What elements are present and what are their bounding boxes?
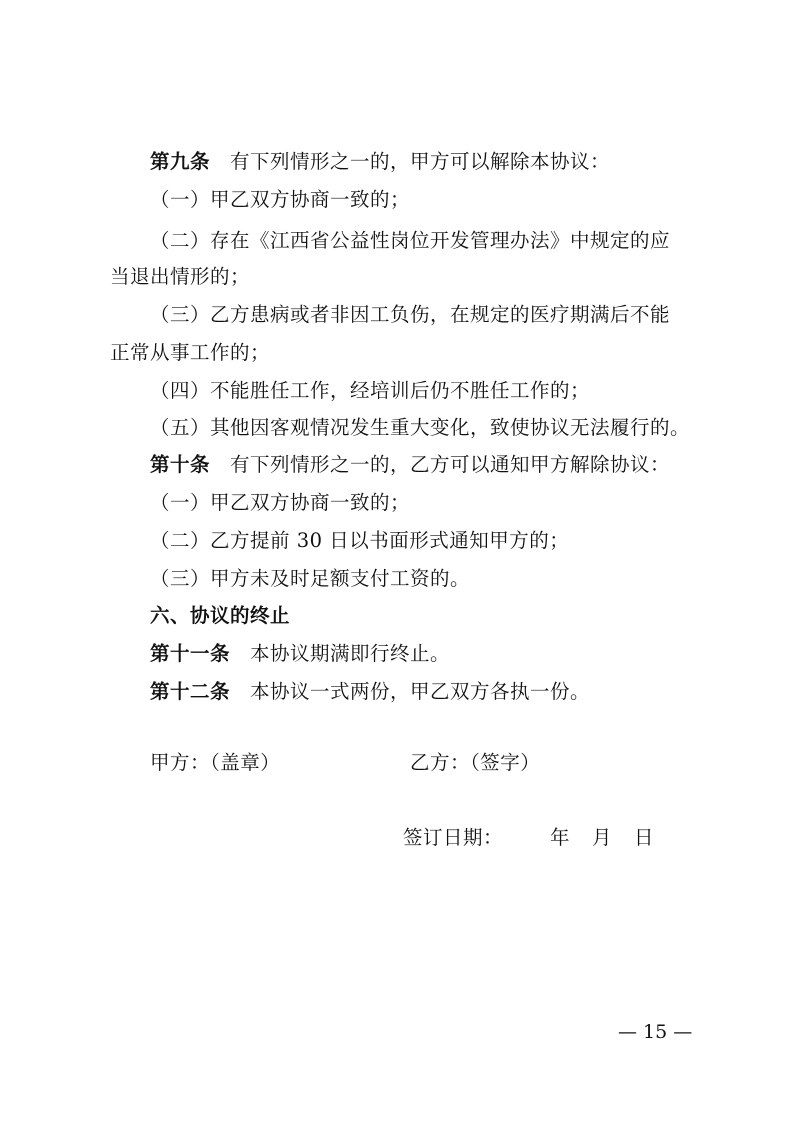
article-9-text: 有下列情形之一的，甲方可以解除本协议： <box>230 150 611 173</box>
article-11-line <box>150 641 450 667</box>
signing-date-label: 签订日期： <box>403 826 504 849</box>
article-11-heading: 第十一条 <box>150 642 231 665</box>
party-a-signature: 甲方：（盖章） <box>150 751 281 774</box>
article-9-item-1: （一）甲乙双方协商一致的； <box>150 188 411 211</box>
article-9-item-2-cont: 当退出情形的； <box>110 265 251 288</box>
page-number: — 15 — <box>618 1021 693 1043</box>
section-6-heading: 六、协议的终止 <box>150 604 291 627</box>
article-10-text: 有下列情形之一的，乙方可以通知甲方解除协议： <box>230 453 671 476</box>
article-12-text: 本协议一式两份，甲乙双方各执一份。 <box>250 680 591 703</box>
party-b-signature: 乙方：（签字） <box>410 751 541 774</box>
signing-date-year: 年 <box>550 826 571 849</box>
article-9-item-3-cont: 正常从事工作的； <box>110 341 271 364</box>
article-12-heading: 第十二条 <box>150 680 231 703</box>
article-9-item-4: （四）不能胜任工作，经培训后仍不胜任工作的； <box>150 379 591 402</box>
article-10-item-1: （一）甲乙双方协商一致的； <box>150 491 411 514</box>
article-9-heading: 第九条 <box>150 150 211 173</box>
article-9-item-3: （三）乙方患病或者非因工负伤，在规定的医疗期满后不能 <box>150 303 671 326</box>
signing-date-month: 月 <box>592 826 613 849</box>
article-9-item-2: （二）存在《江西省公益性岗位开发管理办法》中规定的应 <box>150 229 671 252</box>
article-10-line <box>150 452 670 478</box>
article-10-item-2: （二）乙方提前 30 日以书面形式通知甲方的； <box>150 529 570 552</box>
article-10-item-3: （三）甲方未及时足额支付工资的。 <box>150 567 471 590</box>
article-9-item-5: （五）其他因客观情况发生重大变化，致使协议无法履行的。 <box>150 416 691 439</box>
signing-date-day: 日 <box>634 826 655 849</box>
article-11-text: 本协议期满即行终止。 <box>250 642 451 665</box>
article-10-heading: 第十条 <box>150 453 211 476</box>
article-12-line <box>150 679 590 705</box>
article-9-line <box>150 149 610 175</box>
